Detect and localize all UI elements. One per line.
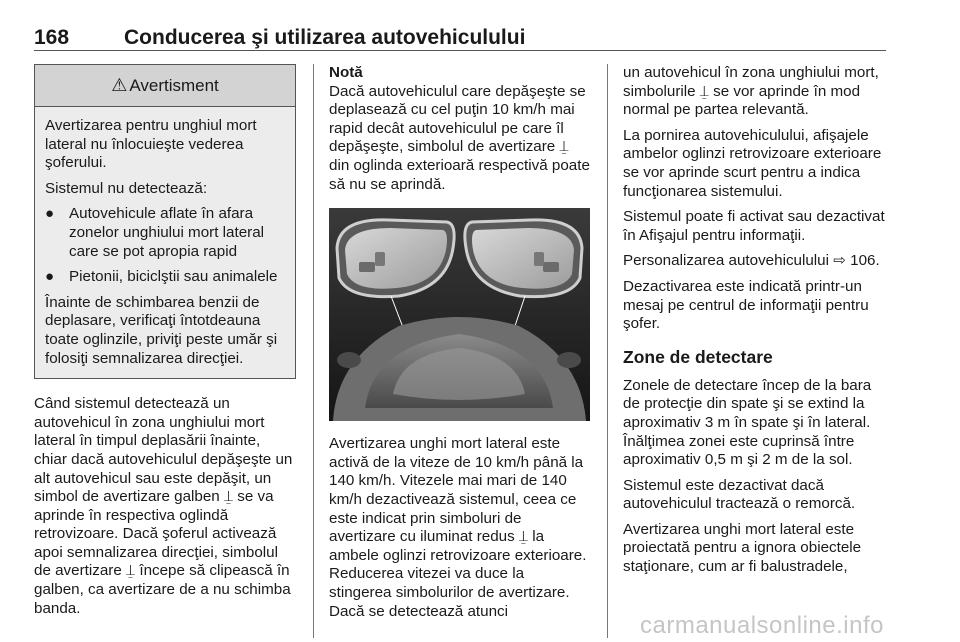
section-title: Zone de detectare (623, 346, 773, 367)
watermark: carmanualsonline.info (640, 612, 884, 639)
list-item (45, 205, 287, 261)
warning-body (35, 107, 295, 378)
warning-triangle-icon: ⚠ (111, 75, 128, 95)
bullet-icon: ● (45, 268, 55, 286)
page-header (34, 26, 886, 56)
column-2 (329, 64, 590, 621)
body-paragraph: La pornirea autovehiculului, afişajele ambelor oglinzi retrovizoare exterioare se vor aprinde scurt pentru a indica funcţionarea sistemului. (623, 126, 882, 200)
warning-header (35, 65, 295, 107)
list-item-text: Pietonii, biciclştii sau animalele (69, 268, 278, 286)
body-paragraph: Sistemul poate fi activat sau dezactivat în Afişajul pentru informaţii. (623, 208, 885, 244)
column-3 (623, 64, 889, 577)
list-item (45, 268, 287, 287)
cross-reference[interactable]: Personalizarea autovehiculului ⇨ 106. (623, 252, 880, 270)
body-paragraph: Când sistemul detectează un autovehicul în zona unghiului mort lateral în timpul deplasării înainte, chiar dacă autovehiculul depăşeşte un alt autovehicul sau este depăşit, un simbol de avertizare galben ⍊ se va aprinde în respectiva oglindă retrovizoare. Dacă şoferul activează apoi semnalizarea direcţiei, simbolul de avertizare ⍊ începe să clipească în galben, ca avertizare de a nu schimba banda. (34, 395, 293, 617)
warning-box (34, 64, 296, 379)
note-title: Notă (329, 64, 363, 81)
column-divider (607, 64, 608, 638)
body-paragraph: Avertizarea unghi mort lateral este proiectată pentru a ignora obiectele staţionare, cum ar fi balustradele, (623, 520, 862, 576)
bullet-icon: ● (45, 205, 55, 223)
warning-paragraph: Înainte de schimbarea benzii de deplasare, verificaţi întotdeauna toate oglinzile, priviţi peste umăr şi folosiţi semnalizarea direcţiei. (45, 293, 278, 367)
warning-paragraph: Avertizarea pentru unghiul mort lateral nu înlocuieşte vederea şoferului. (45, 117, 257, 172)
header-rule (34, 50, 886, 51)
mirror-illustration-graphic (329, 208, 590, 421)
page-number: 168 (34, 26, 70, 49)
mirror-illustration (329, 208, 590, 421)
warning-paragraph: Sistemul nu detectează: (45, 179, 208, 197)
warning-title: Avertisment (129, 75, 219, 95)
column-1 (34, 64, 296, 618)
column-divider (313, 64, 314, 638)
body-paragraph: un autovehicul în zona unghiului mort, simbolurile ⍊ se vor aprinde în mod normal pe partea relevantă. (623, 64, 879, 119)
list-item-text: Autovehicule aflate în afara zonelor unghiului mort lateral care se pot apropia rapid (69, 205, 265, 260)
note-body: Dacă autovehiculul care depăşeşte se deplasează cu cel puţin 10 km/h mai rapid decât autovehiculul pe care îl depăşeşte, simbolul de avertizare ⍊ din oglinda exterioară respectivă poate să nu se aprindă. (329, 82, 590, 193)
body-paragraph: Zonele de detectare încep de la bara de protecţie din spate şi se extind la aproximativ 3 m în spate şi în lateral. Înălţimea zonei este cuprinsă între aproximativ 0,5 m şi 2 m de la sol. (623, 376, 872, 469)
body-paragraph: Dezactivarea este indicată printr-un mesaj pe centrul de informaţii pentru şofer. (623, 277, 869, 333)
body-paragraph: Avertizarea unghi mort lateral este activă de la viteze de 10 km/h până la 140 km/h. Vitezele mai mari de 140 km/h dezactivează sistemul, ceea ce este indicat prin simboluri de avertizare cu iluminat redus ⍊ la ambele oglinzi retrovizoare exterioare. Reducerea vitezei va duce la stingerea simbolurilor de avertizare. Dacă se detectează atunci (329, 435, 587, 620)
body-paragraph: Sistemul este dezactivat dacă autovehiculul tractează o remorcă. (623, 476, 856, 513)
page-title: Conducerea şi utilizarea autovehiculului (124, 26, 526, 49)
